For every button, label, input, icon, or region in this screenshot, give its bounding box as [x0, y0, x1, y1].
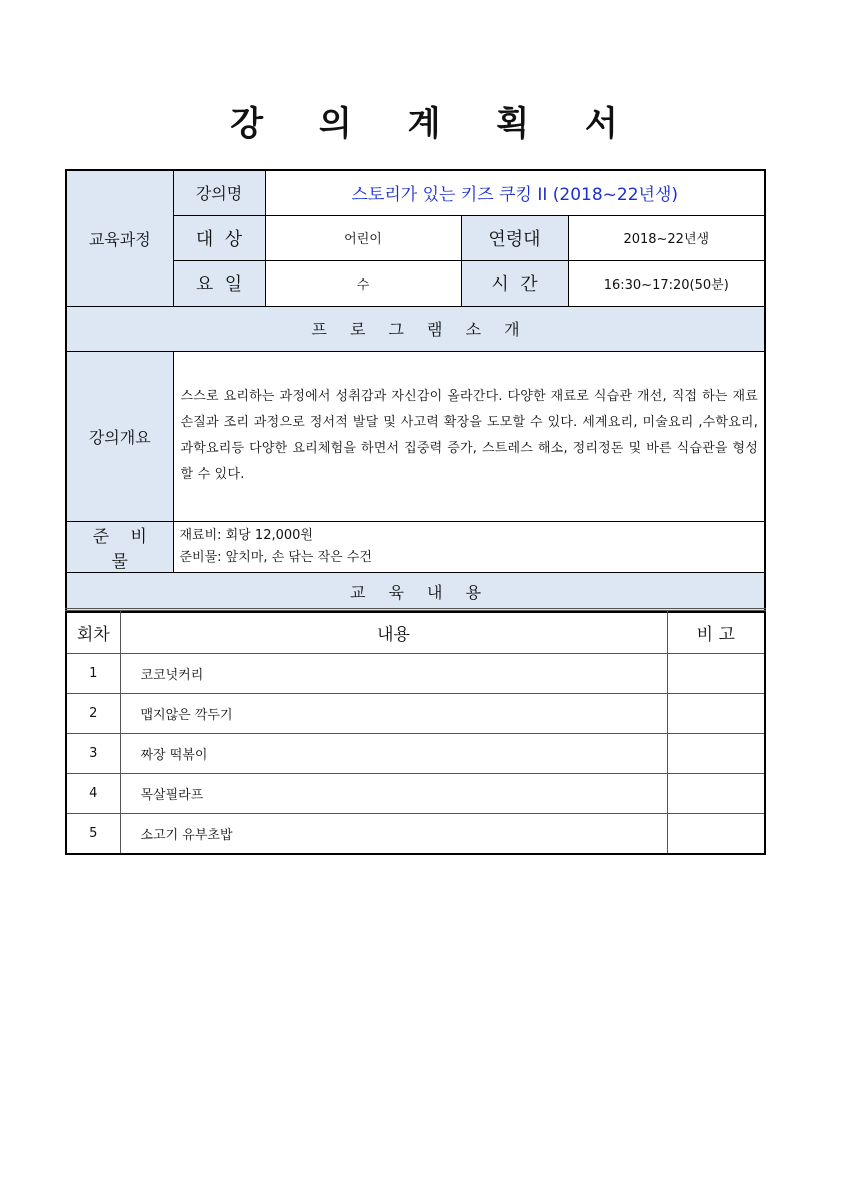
header-content: 내용: [120, 610, 667, 654]
row-note: [667, 734, 765, 774]
row-note: [667, 774, 765, 814]
row-content: 목살필라프: [120, 774, 667, 814]
table-row: [66, 654, 765, 694]
document-title: 강 의 계 획 서: [230, 104, 640, 144]
row-note: [667, 654, 765, 694]
content-table: [65, 608, 766, 855]
row-no: 3: [66, 734, 120, 774]
prep-values: [173, 521, 765, 572]
table-row: [66, 814, 765, 854]
course-info-table: [65, 169, 766, 613]
overview-label: 강의개요: [66, 351, 173, 521]
row-no: 1: [66, 654, 120, 694]
header-no: 회차: [66, 610, 120, 654]
row-note: [667, 694, 765, 734]
row-no: 5: [66, 814, 120, 854]
prep-label: 준 비 물: [66, 521, 173, 572]
target-label: 대 상: [173, 215, 265, 260]
program-intro-header: 프 로 그 램 소 개: [66, 306, 765, 351]
age-value: 2018~22년생: [568, 215, 765, 260]
time-label: 시 간: [461, 260, 568, 306]
day-value: 수: [265, 260, 461, 306]
course-name-value: 스토리가 있는 키즈 쿠킹 II (2018~22년생): [265, 170, 765, 215]
day-label: 요 일: [173, 260, 265, 306]
course-name-label: 강의명: [173, 170, 265, 215]
row-content: 코코넛커리: [120, 654, 667, 694]
row-content: 소고기 유부초밥: [120, 814, 667, 854]
header-note: 비 고: [667, 610, 765, 654]
prep-items: 준비물: 앞치마, 손 닦는 작은 수건: [179, 549, 372, 565]
row-content: 맵지않은 깍두기: [120, 694, 667, 734]
course-label: 교육과정: [66, 170, 173, 306]
table-row: [66, 734, 765, 774]
row-content: 짜장 떡볶이: [120, 734, 667, 774]
target-value: 어린이: [265, 215, 461, 260]
table-row: [66, 774, 765, 814]
overview-text: 스스로 요리하는 과정에서 성취감과 자신감이 올라간다. 다양한 재료로 식습관 개선, 직접 하는 재료 손질과 조리 과정으로 정서적 발달 및 사고력 확장을 도모할 수 있다. 세계요리, 미술요리 ,수학요리, 과학요리등 다양한 요리체험을 하면서 집중력 증가, 스트레스 해소, 정리정돈 및 바른 식습관을 형성할 수 있다.: [173, 351, 765, 521]
row-no: 4: [66, 774, 120, 814]
row-no: 2: [66, 694, 120, 734]
time-value: 16:30~17:20(50분): [568, 260, 765, 306]
edu-content-header: 교 육 내 용: [66, 572, 765, 612]
row-note: [667, 814, 765, 854]
table-row: [66, 694, 765, 734]
age-label: 연령대: [461, 215, 568, 260]
prep-fee: 재료비: 회당 12,000원: [179, 527, 313, 543]
